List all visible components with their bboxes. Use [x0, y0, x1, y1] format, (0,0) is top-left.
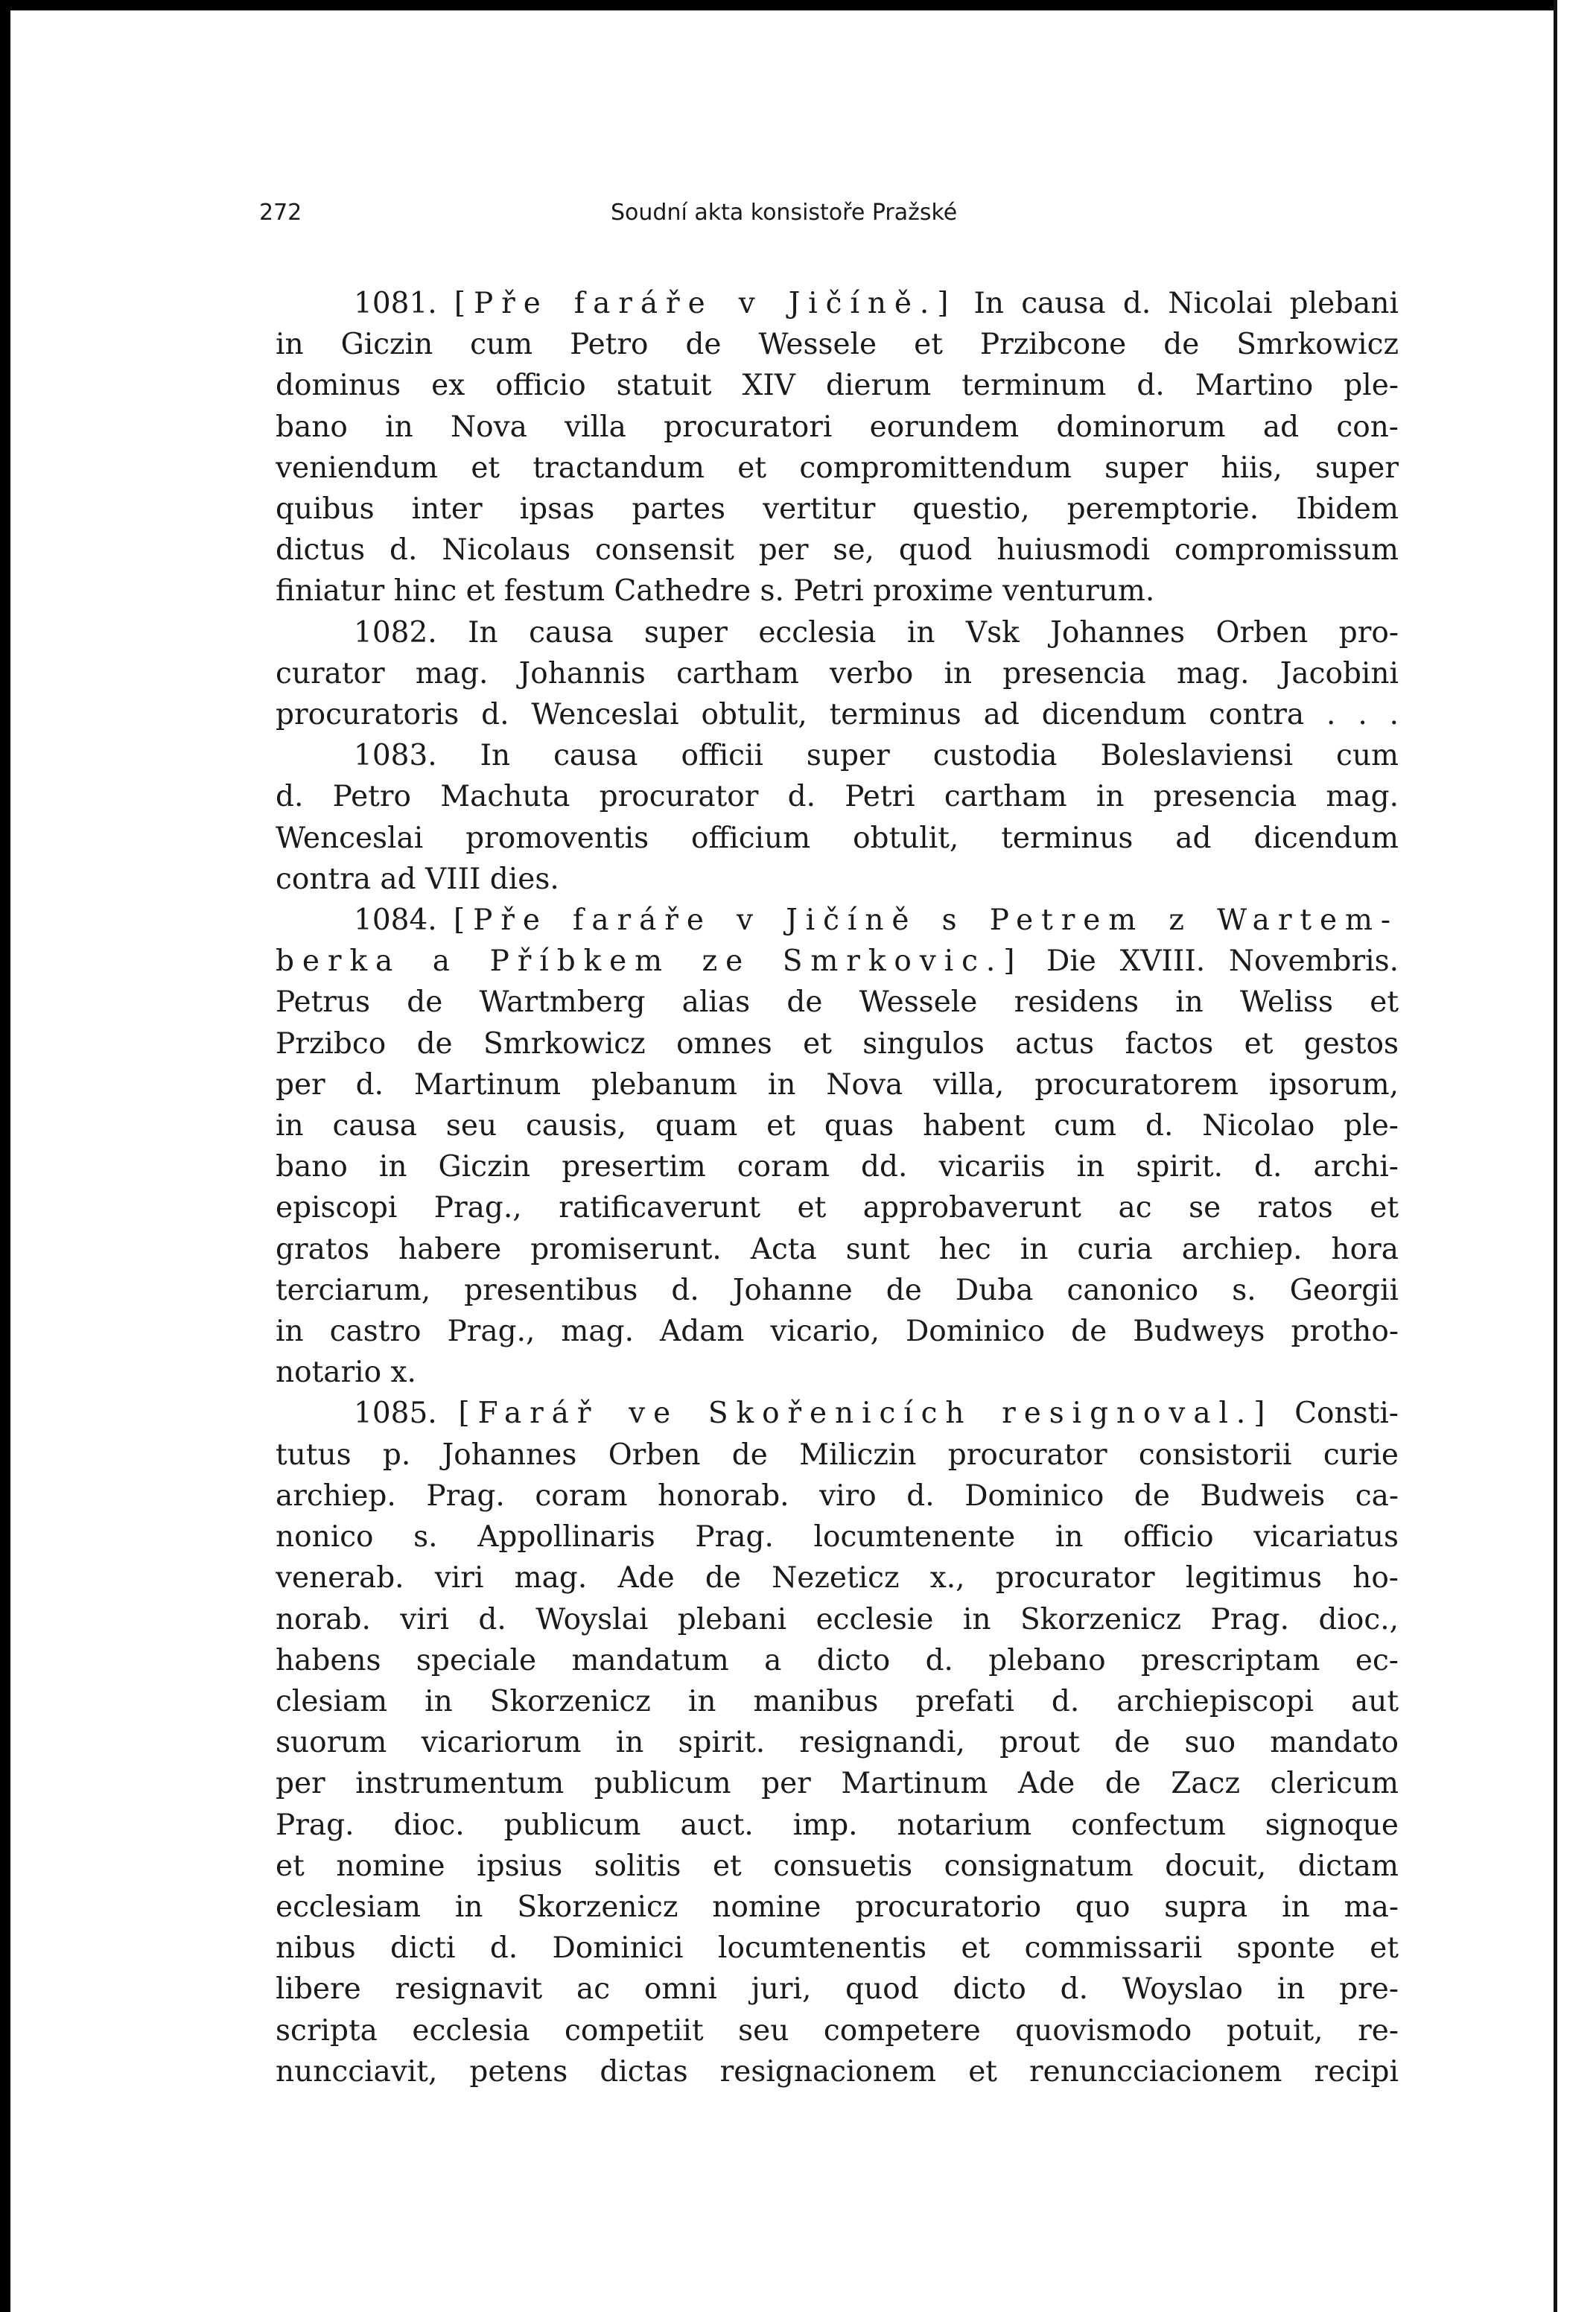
text-line: procuratoris d. Wenceslai obtulit, terminus ad dicendum contra . . . — [276, 698, 1399, 732]
running-title: Soudní akta konsistoře Pražské — [611, 200, 958, 226]
text-line: in castro Prag., mag. Adam vicario, Dominico de Budweys protho- — [276, 1315, 1399, 1349]
text-line: nibus dicti d. Dominici locumtenentis et commissarii sponte et — [276, 1931, 1399, 1966]
body-text — [276, 283, 1399, 2092]
entry-1083-line-1: 1083. In causa officii super custodia Boleslaviensi cum — [354, 739, 1399, 773]
text-line: norab. viri d. Woyslai plebani ecclesie in Skorzenicz Prag. dioc., — [276, 1602, 1399, 1636]
text-line: libere resignavit ac omni juri, quod dicto d. Woyslao in pre- — [276, 1972, 1399, 2007]
entry-text: Die XVIII. Novembris. — [1023, 944, 1399, 979]
entry-text: In causa d. Nicolai plebani — [956, 287, 1399, 320]
text-line: finiatur hinc et festum Cathedre s. Petri proxime venturum. — [276, 574, 1155, 609]
text-line: clesiam in Skorzenicz in manibus prefati d. archiepiscopi aut — [276, 1684, 1399, 1718]
text-line: terciarum, presentibus d. Johanne de Duba canonico s. Georgii — [276, 1273, 1399, 1307]
text-line: tutus p. Johannes Orben de Miliczin procurator consistorii curie — [276, 1438, 1399, 1472]
entry-1081-line-1 — [276, 283, 1399, 324]
text-line: gratos habere promiserunt. Acta sunt hec in curia archiep. hora — [276, 1232, 1399, 1266]
entry-heading: berka a Příbkem ze Smrkovic.] — [276, 944, 1023, 979]
page-number: 272 — [259, 200, 302, 226]
entry-number: 1084. — [354, 903, 454, 938]
entry-number: 1085. — [354, 1397, 459, 1431]
entry-heading: [Pře faráře v Jičíně s Petrem z Wartem- — [453, 903, 1399, 938]
text-line: venerab. viri mag. Ade de Nezeticz x., procurator legitimus ho- — [276, 1561, 1399, 1595]
entry-1084-line-2 — [276, 941, 1399, 982]
text-line: Wenceslai promoventis officium obtulit, terminus ad dicendum — [276, 821, 1399, 855]
entry-number: 1081. — [354, 287, 454, 320]
text-line: dictus d. Nicolaus consensit per se, quod huiusmodi compromissum — [276, 533, 1399, 568]
text-line: ecclesiam in Skorzenicz nomine procuratorio quo supra in ma- — [276, 1890, 1399, 1924]
text-line: episcopi Prag., ratificaverunt et approbaverunt ac se ratos et — [276, 1191, 1399, 1225]
text-line: nuncciavit, petens dictas resignacionem et renuncciacionem recipi — [276, 2054, 1399, 2089]
entry-1085-line-1 — [276, 1393, 1399, 1434]
text-line: dominus ex officio statuit XIV dierum terminum d. Martino ple- — [276, 369, 1399, 403]
text-line: contra ad VIII dies. — [276, 862, 559, 896]
text-line: per instrumentum publicum per Martinum Ade de Zacz clericum — [276, 1767, 1399, 1801]
running-header — [259, 200, 1026, 237]
entry-text: Consti- — [1273, 1397, 1399, 1431]
text-line: habens speciale mandatum a dicto d. plebano prescriptam ec- — [276, 1643, 1399, 1677]
text-line: Prag. dioc. publicum auct. imp. notarium confectum signoque — [276, 1808, 1399, 1842]
text-line: bano in Nova villa procuratori eorundem dominorum ad con- — [276, 410, 1399, 444]
text-line: archiep. Prag. coram honorab. viro d. Dominico de Budweis ca- — [276, 1479, 1399, 1513]
text-line: bano in Giczin presertim coram dd. vicariis in spirit. d. archi- — [276, 1150, 1399, 1184]
text-line: notario x. — [276, 1356, 416, 1390]
entry-heading: [Farář ve Skořenicích resignoval.] — [458, 1397, 1274, 1431]
text-line: Przibco de Smrkowicz omnes et singulos actus factos et gestos — [276, 1026, 1399, 1061]
text-line: et nomine ipsius solitis et consuetis consignatum docuit, dictam — [276, 1849, 1399, 1883]
text-line: quibus inter ipsas partes vertitur questio, peremptorie. Ibidem — [276, 492, 1399, 527]
entry-1082-line-1: 1082. In causa super ecclesia in Vsk Johannes Orben pro- — [354, 615, 1399, 650]
text-line: suorum vicariorum in spirit. resignandi, prout de suo mandato — [276, 1726, 1399, 1760]
entry-heading: [Pře faráře v Jičíně.] — [454, 287, 957, 320]
text-line: in Giczin cum Petro de Wessele et Przibcone de Smrkowicz — [276, 328, 1399, 362]
text-line: in causa seu causis, quam et quas habent cum d. Nicolao ple- — [276, 1109, 1399, 1143]
text-line: per d. Martinum plebanum in Nova villa, procuratorem ipsorum, — [276, 1067, 1399, 1102]
scanned-page-edge — [1554, 0, 1596, 2312]
text-line: scripta ecclesia competiit seu competere quovismodo potuit, re- — [276, 2013, 1399, 2048]
text-line: curator mag. Johannis cartham verbo in presencia mag. Jacobini — [276, 656, 1399, 690]
text-line: nonico s. Appollinaris Prag. locumtenente in officio vicariatus — [276, 1520, 1399, 1554]
text-line: veniendum et tractandum et compromittendum super hiis, super — [276, 451, 1399, 485]
text-line: Petrus de Wartmberg alias de Wessele residens in Weliss et — [276, 985, 1399, 1020]
text-line: d. Petro Machuta procurator d. Petri cartham in presencia mag. — [276, 780, 1399, 814]
entry-1084-line-1 — [276, 900, 1399, 941]
